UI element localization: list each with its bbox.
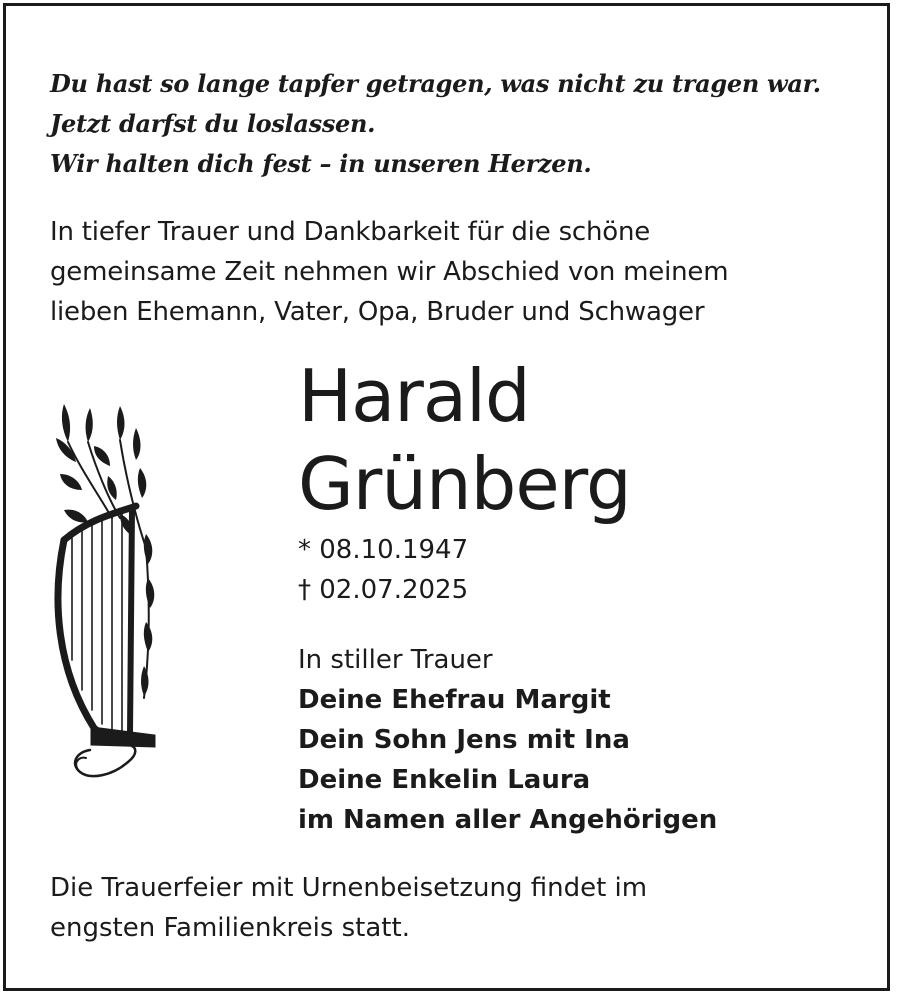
mourners-block: [298, 640, 717, 840]
deceased-name: [298, 352, 631, 528]
intro-line: lieben Ehemann, Vater, Opa, Bruder und Schwager: [50, 297, 705, 327]
intro-line: In tiefer Trauer und Dankbarkeit für die schöne: [50, 217, 651, 247]
mourner-name: Deine Enkelin Laura: [298, 765, 591, 795]
last-name: Grünberg: [298, 442, 631, 526]
motto-line: Jetzt darfst du loslassen.: [50, 109, 376, 138]
motto-quote: [50, 64, 821, 184]
death-date: † 02.07.2025: [298, 575, 469, 605]
mourner-name: Dein Sohn Jens mit Ina: [298, 725, 630, 755]
mourners-heading: In stiller Trauer: [298, 645, 493, 675]
funeral-notice-line: Die Trauerfeier mit Urnenbeisetzung findet im: [50, 873, 648, 903]
intro-text: [50, 212, 728, 332]
mourner-name: im Namen aller Angehörigen: [298, 805, 718, 835]
harp-with-olive-branch-icon: [50, 398, 170, 790]
motto-line: Du hast so lange tapfer getragen, was nicht zu tragen war.: [50, 69, 821, 98]
intro-line: gemeinsame Zeit nehmen wir Abschied von meinem: [50, 257, 729, 287]
motto-line: Wir halten dich fest – in unseren Herzen.: [50, 149, 592, 178]
life-dates: [298, 530, 468, 610]
birth-date: * 08.10.1947: [298, 535, 469, 565]
funeral-notice: [50, 868, 647, 948]
funeral-notice-line: engsten Familienkreis statt.: [50, 913, 410, 943]
mourner-name: Deine Ehefrau Margit: [298, 685, 611, 715]
first-name: Harald: [298, 354, 530, 438]
